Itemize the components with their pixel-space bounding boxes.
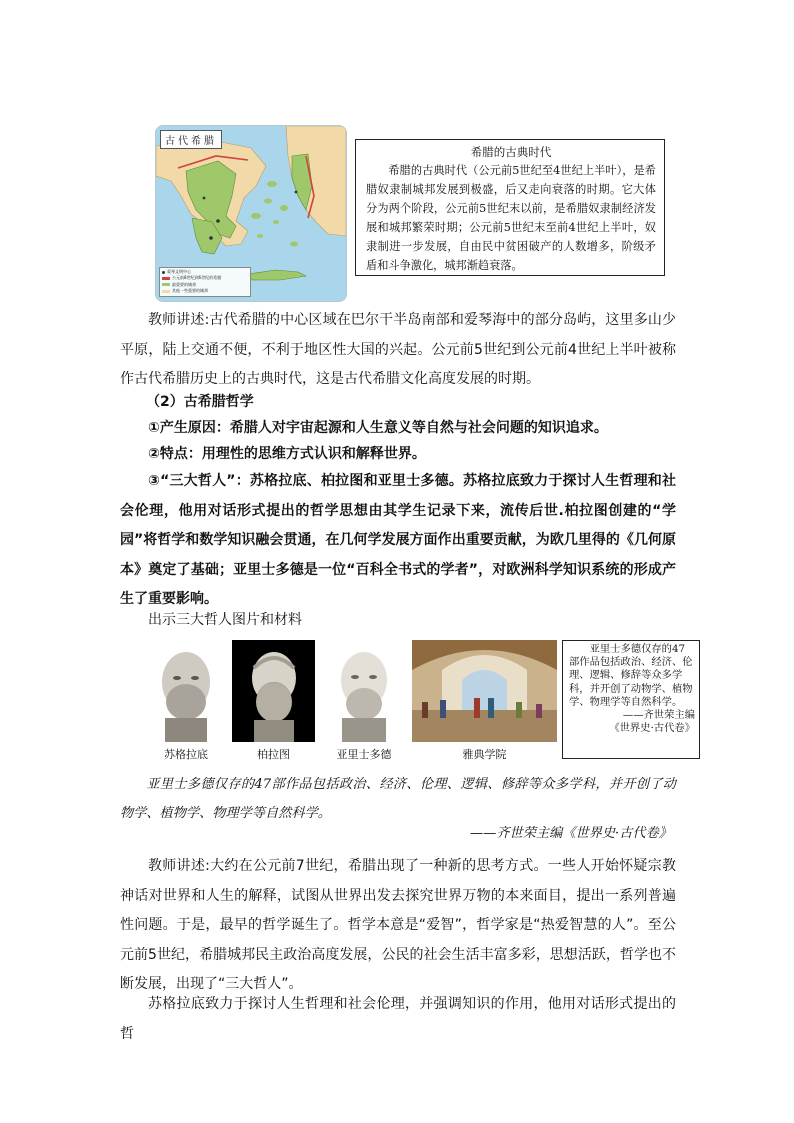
aristotle-quote-source: ——齐世荣主编《世界史·古代卷》 <box>469 826 672 841</box>
classical-era-box <box>355 139 665 276</box>
aristotle-quote: 亚里士多德仅存的47部作品包括政治、经济、伦理、逻辑、修辞等众多学科，并开创了动物学、植物学、物理学等自然科学。 <box>120 777 676 821</box>
ancient-greece-map <box>155 125 347 302</box>
instruction-line: 出示三大哲人图片和材料 <box>148 612 302 628</box>
legend-item: 公元前8世纪到6世纪的希腊 <box>162 275 248 281</box>
point-three-philosophers: ③“三大哲人”：苏格拉底、柏拉图和亚里士多德。苏格拉底致力于探讨人生哲理和社会伦理，他用对话形式提出的哲学思想由其学生记录下来，流传后世.柏拉图创建的“学园”将哲学和数学知识融会贯通，在几何学发展方面作出重要贡献，为欧几里得的《几何原本》奠定了基础；亚里士多德是一位“百科全书式的学者”，对欧洲科学知识系统的形成产生了重要影响。 <box>120 473 676 607</box>
quote-box-text: 亚里士多德仅存的47部作品包括政治、经济、伦理、逻辑、修辞等众多学科，并开创了动物学、植物学、物理学等自然科学。 <box>569 643 693 708</box>
socrates-bust-image <box>147 640 225 742</box>
caption-school-of-athens: 雅典学院 <box>462 748 507 761</box>
legend-item: 爱琴文明中心 <box>162 269 248 275</box>
legend-item: 其他一些重要的城邦 <box>162 288 248 294</box>
map-legend <box>159 267 251 297</box>
section-heading-philosophy: （2）古希腊哲学 <box>146 394 254 410</box>
school-of-athens-image <box>412 640 557 742</box>
era-box-body: 希腊的古典时代（公元前5世纪至4世纪上半叶），是希腊奴隶制城邦发展到极盛，后又走向衰落的时期。它大体分为两个阶段，公元前5世纪末以前，是希腊奴隶制经济发展和城邦繁荣时期；公元前5世纪末至前4世纪上半叶，奴隶制进一步发展，自由民中贫困破产的人数增多，阶级矛盾和斗争激化，城邦渐趋衰落。 <box>366 164 656 272</box>
teacher-narration-2: 教师讲述:大约在公元前7世纪，希腊出现了一种新的思考方式。一些人开始怀疑宗教神话对世界和人生的解释，试图从世界出发去探究世界万物的本来面目，提出一系列普遍性问题。于是，最早的哲学诞生了。哲学本意是“爱智”，哲学家是“热爱智慧的人”。至公元前5世纪，希腊城邦民主政治高度发展，公民的社会生活丰富多彩，思想活跃，哲学也不断发展，出现了“三大哲人”。 <box>120 858 676 992</box>
map-title: 古代希腊 <box>160 130 222 149</box>
point-feature: ②特点：用理性的思维方式认识和解释世界。 <box>148 446 426 462</box>
aristotle-quote-box <box>562 640 700 759</box>
caption-aristotle: 亚里士多德 <box>336 748 392 761</box>
plato-bust-image <box>232 640 315 742</box>
quote-box-source-1: ——齐世荣主编 <box>622 709 695 722</box>
socrates-paragraph: 苏格拉底致力于探讨人生哲理和社会伦理，并强调知识的作用，他用对话形式提出的哲 <box>120 996 676 1042</box>
era-box-title: 希腊的古典时代 <box>470 145 552 159</box>
legend-item: 最重要的城邦 <box>162 282 248 288</box>
caption-plato: 柏拉图 <box>257 748 290 761</box>
caption-socrates: 苏格拉底 <box>164 748 208 761</box>
point-origin: ①产生原因：希腊人对宇宙起源和人生意义等自然与社会问题的知识追求。 <box>148 420 608 436</box>
aristotle-bust-image <box>322 640 406 742</box>
teacher-narration-1: 教师讲述:古代希腊的中心区域在巴尔干半岛南部和爱琴海中的部分岛屿，这里多山少平原，陆上交通不便，不利于地区性大国的兴起。公元前5世纪到公元前4世纪上半叶被称作古代希腊历史上的古典时代，这是古代希腊文化高度发展的时期。 <box>120 312 676 387</box>
quote-box-source-2: 《世界史·古代卷》 <box>609 722 695 735</box>
